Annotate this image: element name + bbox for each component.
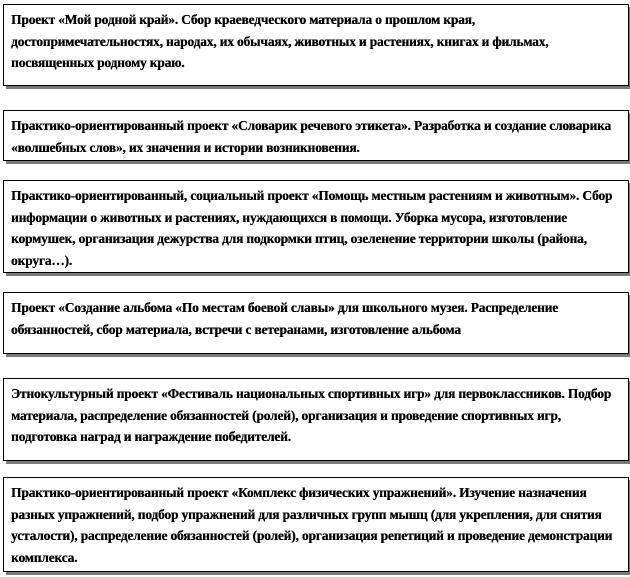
project-text: Проект «Создание альбома «По местам боевой славы» для школьного музея. Распределение обязанностей, сбор материала, встречи с ветеранами, изготовление альбома: [11, 300, 558, 337]
project-text: Практико-ориентированный, социальный проект «Помощь местным растениям и животным». Сбор информации о животных и растениях, нуждающихся в помощи. Уборка мусора, изготовление кормушек, организация дежурства для подкормки птиц, озеленение территории школы (района, округа…).: [11, 188, 613, 268]
project-box-help-plants-animals: [3, 180, 629, 273]
project-text: Практико-ориентированный проект «Словарик речевого этикета». Разработка и создание словарика «волшебных слов», их значения и истории возникновения.: [11, 118, 611, 155]
project-box-home-region: [3, 4, 629, 86]
project-box-military-glory-album: [3, 292, 629, 354]
project-box-exercise-complex: [3, 477, 629, 572]
project-text: Этнокультурный проект «Фестиваль национальных спортивных игр» для первоклассников. Подбор материала, распределение обязанностей (ролей), организация и проведение спортивных игр, подготовка наград и награждение победителей.: [11, 386, 612, 444]
project-box-etiquette-dictionary: [3, 110, 629, 161]
project-text: Проект «Мой родной край». Сбор краеведческого материала о прошлом края, достопримечательностях, народах, их обычаях, животных и растениях, книгах и фильмах, посвященных родному краю.: [11, 12, 549, 70]
project-box-sports-games-festival: [3, 378, 629, 461]
project-text: Практико-ориентированный проект «Комплекс физических упражнений». Изучение назначения разных упражнений, подбор упражнений для различных групп мышц (для укрепления, для снятия усталости), распределение обязанностей (ролей), организация репетиций и проведение демонстрации комплекса.: [11, 485, 613, 565]
